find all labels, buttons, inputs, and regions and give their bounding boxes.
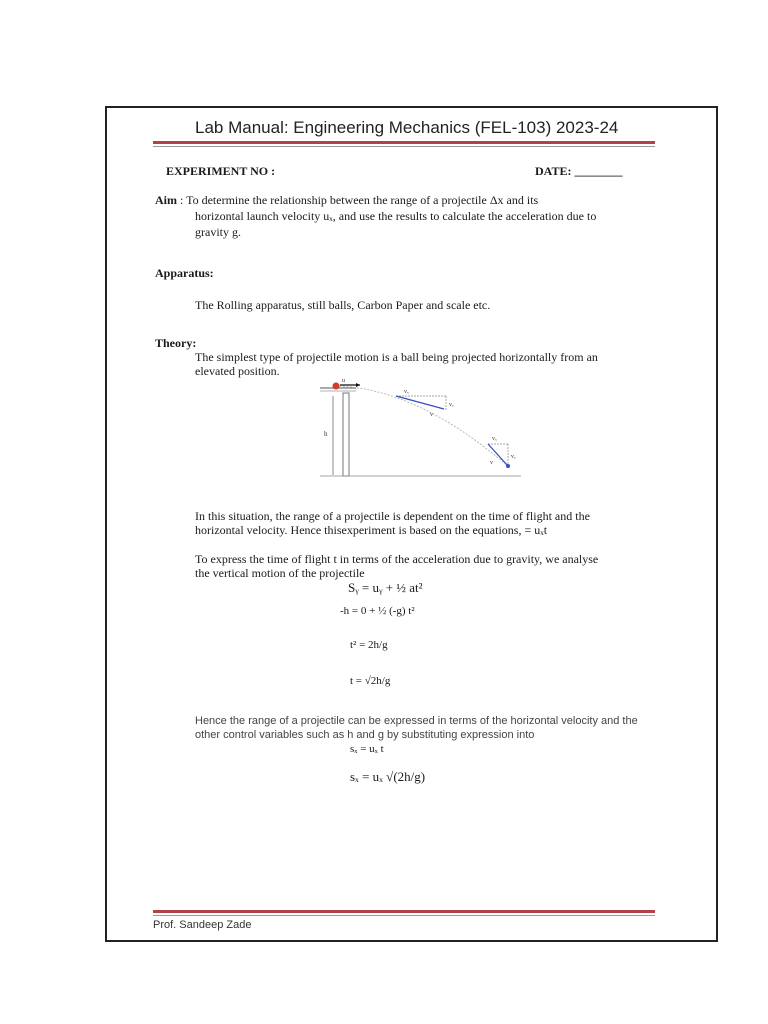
initial-velocity-label: u (342, 378, 345, 384)
equation-displacement: Sᵧ = uᵧ + ½ at² (348, 580, 423, 595)
theory-hence-line-1: Hence the range of a projectile can be expressed in terms of the horizontal velocity and the (195, 715, 638, 727)
landing-point (506, 464, 510, 468)
page-header-title: Lab Manual: Engineering Mechanics (FEL-103) 2023-24 (195, 118, 619, 137)
equation-time: t = √2h/g (350, 675, 391, 687)
vector2-vx-label: vₓ (492, 436, 497, 442)
apparatus-heading: Apparatus: (155, 266, 214, 280)
aim-line-1 (155, 193, 657, 207)
equation-range: sₓ = uₓ t (350, 743, 384, 755)
trajectory-path (336, 386, 510, 468)
equation-range-final: sₓ = uₓ √(2h/g) (350, 769, 426, 784)
theory-intro-line-2: elevated position. (195, 364, 280, 378)
support-post (343, 393, 349, 476)
header-rule-thin (153, 146, 655, 147)
theory-situation-line-1: In this situation, the range of a projectile is dependent on the time of flight and the (195, 509, 590, 523)
aim-text-3: gravity g. (195, 225, 241, 239)
initial-velocity-arrowhead (356, 383, 360, 387)
vector2-v-label: v (490, 460, 493, 466)
vector1-vx-label: vₓ (404, 389, 409, 395)
vector1-vy-label: vᵧ (449, 402, 454, 408)
vector2-vy-label: vᵧ (511, 454, 516, 460)
footer-rule-thin (153, 915, 655, 916)
experiment-number-label: EXPERIMENT NO : (166, 164, 276, 178)
equation-substitution: -h = 0 + ½ (-g) t² (340, 605, 415, 617)
apparatus-text: The Rolling apparatus, still balls, Carbon Paper and scale etc. (195, 298, 491, 312)
footer-author: Prof. Sandeep Zade (153, 919, 252, 931)
theory-intro-line-1: The simplest type of projectile motion is a ball being projected horizontally from an (195, 350, 598, 364)
date-label: DATE: ________ (535, 164, 623, 178)
vector1-v-label: v (430, 412, 433, 418)
equation-t-squared: t² = 2h/g (350, 639, 388, 651)
projectile-diagram (318, 376, 523, 480)
theory-heading: Theory: (155, 336, 197, 350)
aim-text-1: : To determine the relationship between the range of a projectile Δx and its (180, 193, 539, 207)
projectile-ball (333, 383, 340, 390)
height-label: h (324, 430, 328, 438)
aim-text-2: horizontal launch velocity uₓ, and use the results to calculate the acceleration due to (195, 209, 597, 223)
aim-label: Aim (155, 193, 177, 207)
theory-express-line-1: To express the time of flight t in terms of the acceleration due to gravity, we analyse (195, 552, 599, 566)
theory-hence-line-2: other control variables such as h and g by substituting expression into (195, 729, 535, 741)
vector1-resultant (396, 396, 444, 409)
footer-rule-thick (153, 910, 655, 913)
header-rule-thick (153, 141, 655, 144)
theory-situation-line-2: horizontal velocity. Hence thisexperiment is based on the equations, = uₓt (195, 523, 548, 537)
theory-express-line-2: the vertical motion of the projectile (195, 566, 365, 580)
